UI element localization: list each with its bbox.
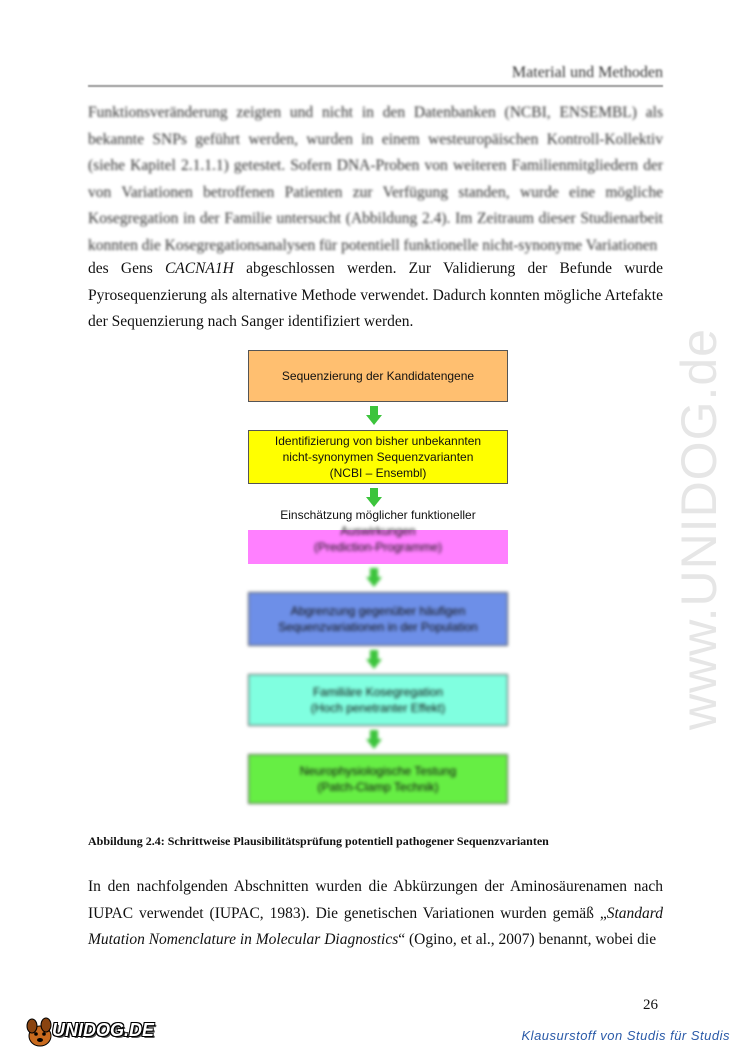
- flow-step-6: [248, 754, 508, 804]
- arrow-down-icon: [366, 488, 382, 508]
- arrow-down-icon: [366, 650, 382, 670]
- footer-slogan: Klausurstoff von Studis für Studis: [521, 1028, 730, 1043]
- paragraph-top-clear: [88, 256, 663, 336]
- paragraph-text: abgeschlossen werden. Zur Validierung der Befunde wurde Pyrosequenzierung als alternative Methode verwendet. Dadurch konnten mögliche Artefakte der Sequenzierung nach Sanger identifiziert werden.: [88, 260, 663, 330]
- flow-step-5-line-2: (Hoch penetranter Effekt): [310, 701, 446, 715]
- flow-step-3-line-3: (Prediction-Programme): [313, 540, 443, 554]
- flow-step-6-line-2: (Patch-Clamp Technik): [317, 780, 439, 794]
- paragraph-text: “ (Ogino, et al., 2007) benannt, wobei die: [398, 931, 657, 948]
- header-rule: [88, 85, 663, 87]
- flow-step-2: [248, 430, 508, 484]
- flow-step-1-line-1: Sequenzierung der Kandidatengene: [281, 369, 475, 383]
- flow-step-3: [248, 508, 508, 564]
- flow-step-4-line-2: Sequenzvariationen in der Population: [278, 620, 478, 634]
- paragraph-text: In den nachfolgenden Abschnitten wurden die Abkürzungen der Aminosäurenamen nach IUPAC verwendet (IUPAC, 1983). Die genetischen Variationen wurden gemäß „: [88, 878, 663, 922]
- flow-step-2-line-3: (NCBI – Ensembl): [329, 466, 427, 480]
- flow-step-6-line-1: Neurophysiologische Testung: [299, 764, 457, 778]
- page-number: 26: [643, 997, 658, 1013]
- arrow-down-icon: [366, 730, 382, 750]
- logo-text: UNIDOG.DE: [52, 1020, 155, 1040]
- paragraph-top-blurred: Funktionsveränderung zeigten und nicht in den Datenbanken (NCBI, ENSEMBL) als bekannte SNPs geführt werden, wurden in einem westeuropäischen Kontroll-Kollektiv (siehe Kapitel 2.1.1.1) getestet. Sofern DNA-Proben von weiteren Familienmitgliedern der von Variationen betroffenen Patienten zur Verfügung standen, wurde eine mögliche Kosegregation in der Familie untersucht (Abbildung 2.4). Im Zeitraum dieser Studienarbeit konnten die Kosegregationsanalysen für potentiell funktionelle nicht-synonyme Variationen: [88, 104, 663, 254]
- flow-step-5: [248, 674, 508, 726]
- arrow-down-icon: [366, 406, 382, 426]
- gene-name: CACNA1H: [164, 260, 234, 277]
- flow-step-4: [248, 592, 508, 646]
- italic-title: Standard Mutation Nomenclature in Molecular Diagnostics: [88, 904, 663, 948]
- flow-step-4-line-1: Abgrenzung gegenüber häufigen: [290, 604, 466, 618]
- flow-step-1: [248, 350, 508, 402]
- flow-step-2-line-2: nicht-synonymen Sequenzvarianten: [282, 450, 474, 464]
- page-header: Material und Methoden: [511, 64, 663, 81]
- watermark-text: www.UNIDOG.de: [671, 328, 727, 730]
- flow-step-5-line-1: Familiäre Kosegregation: [312, 685, 444, 699]
- arrow-down-icon: [366, 568, 382, 588]
- figure-caption: Abbildung 2.4: Schrittweise Plausibilitätsprüfung potentiell pathogener Sequenzvarianten: [88, 834, 549, 848]
- paragraph-bottom: [88, 874, 663, 954]
- paragraph-text: des Gens: [88, 260, 165, 277]
- flow-step-2-line-1: Identifizierung von bisher unbekannten: [274, 434, 482, 448]
- flow-step-3-line-1: Einschätzung möglicher funktioneller: [280, 508, 476, 522]
- flow-step-3-line-2: Auswirkungen: [340, 524, 416, 538]
